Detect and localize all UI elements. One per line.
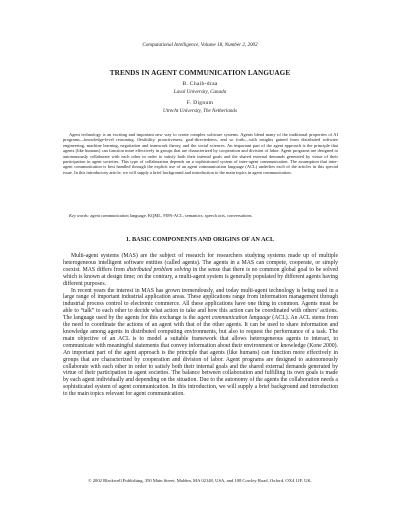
article-title: TRENDS IN AGENT COMMUNICATION LANGUAGE bbox=[109, 69, 291, 77]
text-run: Multi-agent systems (MAS) are the subject of research for researchers studying systems made up of multiple heterogeneous intelligent software entities (called agents). The agents in a MAS can compete, cooperate, or simply coexist. MAS differs from bbox=[63, 253, 338, 273]
author-affiliation: Laval University, Canada bbox=[173, 89, 227, 95]
emphasized-term: distributed problem solving bbox=[126, 266, 191, 273]
author-name: B. Chaib-draa bbox=[182, 81, 218, 87]
keywords-list: agent communication language, KQML, FIPA-ACL, semantics, speech acts, conversations. bbox=[90, 213, 253, 218]
body-text bbox=[63, 253, 338, 398]
author-name: F. Dignum bbox=[186, 100, 214, 106]
keywords bbox=[63, 213, 338, 218]
section-heading: 1. BASIC COMPONENTS AND ORIGINS OF AN ACL bbox=[125, 236, 275, 243]
text-run: in the sense that there is no common global goal to be solved which is known at design time; on the contrary, a multi-agent system is generally populated by different agents having different purposes. bbox=[63, 266, 338, 287]
running-head: Computational Intelligence, Volume 18, Number 2, 2002 bbox=[142, 42, 258, 48]
body-paragraph bbox=[63, 253, 338, 288]
author-affiliation: Utrecht University, The Netherlands bbox=[163, 108, 237, 114]
text-run: (ACL). An ACL stems from the need to coordinate the actions of an agent with that of the other agents. It can be used to share information and knowledge among agents in distributed computing environments, but also to request the performance of a task. The main objective of an ACL is to model a suitable framework that allows heterogeneous agents to interact, to communicate with meaningful statements that convey information about their environment or knowledge (Kone 2000). An important part of the agent approach is the principle that agents (like humans) can function more effectively in groups that are characterized by cooperation and division of labor. Agent programs are designed to autonomously collaborate with each other in order to satisfy both their internal goals and the shared external demands generated by virtue of their participation in agent societies. The balance between collaboration and fulfilling its own goals is made by each agent individually and depending on the situation. Due to the autonomy of the agents the collaboration needs a sophisticated system of agent communication. In this introduction, we will supply a brief background and introduction to the main topics relevant for agent communication. bbox=[63, 315, 338, 398]
copyright-footer: © 2002 Blackwell Publishing, 350 Main Street, Malden, MA 02148, USA, and 108 Cowley Road, Oxford, OX4 1JF, UK. bbox=[88, 478, 312, 483]
keywords-label: Key words: bbox=[69, 213, 90, 218]
emphasized-term: agent communication language bbox=[197, 315, 271, 322]
body-paragraph bbox=[63, 288, 338, 399]
abstract: Agent technology is an exciting and important new way to create complex software systems. Agents blend many of the traditional properties of AI programs—knowledge-level reasoning, flexibility, proactiveness, goal-directedness, and so forth—with insights gained from distributed software engineering, machine learning, negotiation and teamwork theory, and the social sciences. An important part of the agent approach is the principle that agents (like humans) can function more effectively in groups that are characterized by cooperation and division of labor. Agent programs are designed to autonomously collaborate with each other in order to satisfy both their internal goals and the shared external demands generated by virtue of their participation in agent societies. This type of collaboration depends on a sophisticated system of inter-agent communication. The assumption that inter-agent communication is best handled through the explicit use of an agent communication language (ACL) underlies each of the articles in this special issue. In this introductory article, we will supply a brief background and introduction to the main topics in agent communication. bbox=[63, 132, 338, 175]
text-run: In recent years the interest in MAS has grown tremendously, and today multi-agent technology is being used in a large range of important industrial application areas. These applications range from information management through industrial process control to electronic commerce. All these applications have one thing in common. Agents must be able to “talk” to each other to decide what action to take and how this action can be coordinated with others’ actions. The language used by the agents for this exchange is the bbox=[63, 287, 338, 322]
